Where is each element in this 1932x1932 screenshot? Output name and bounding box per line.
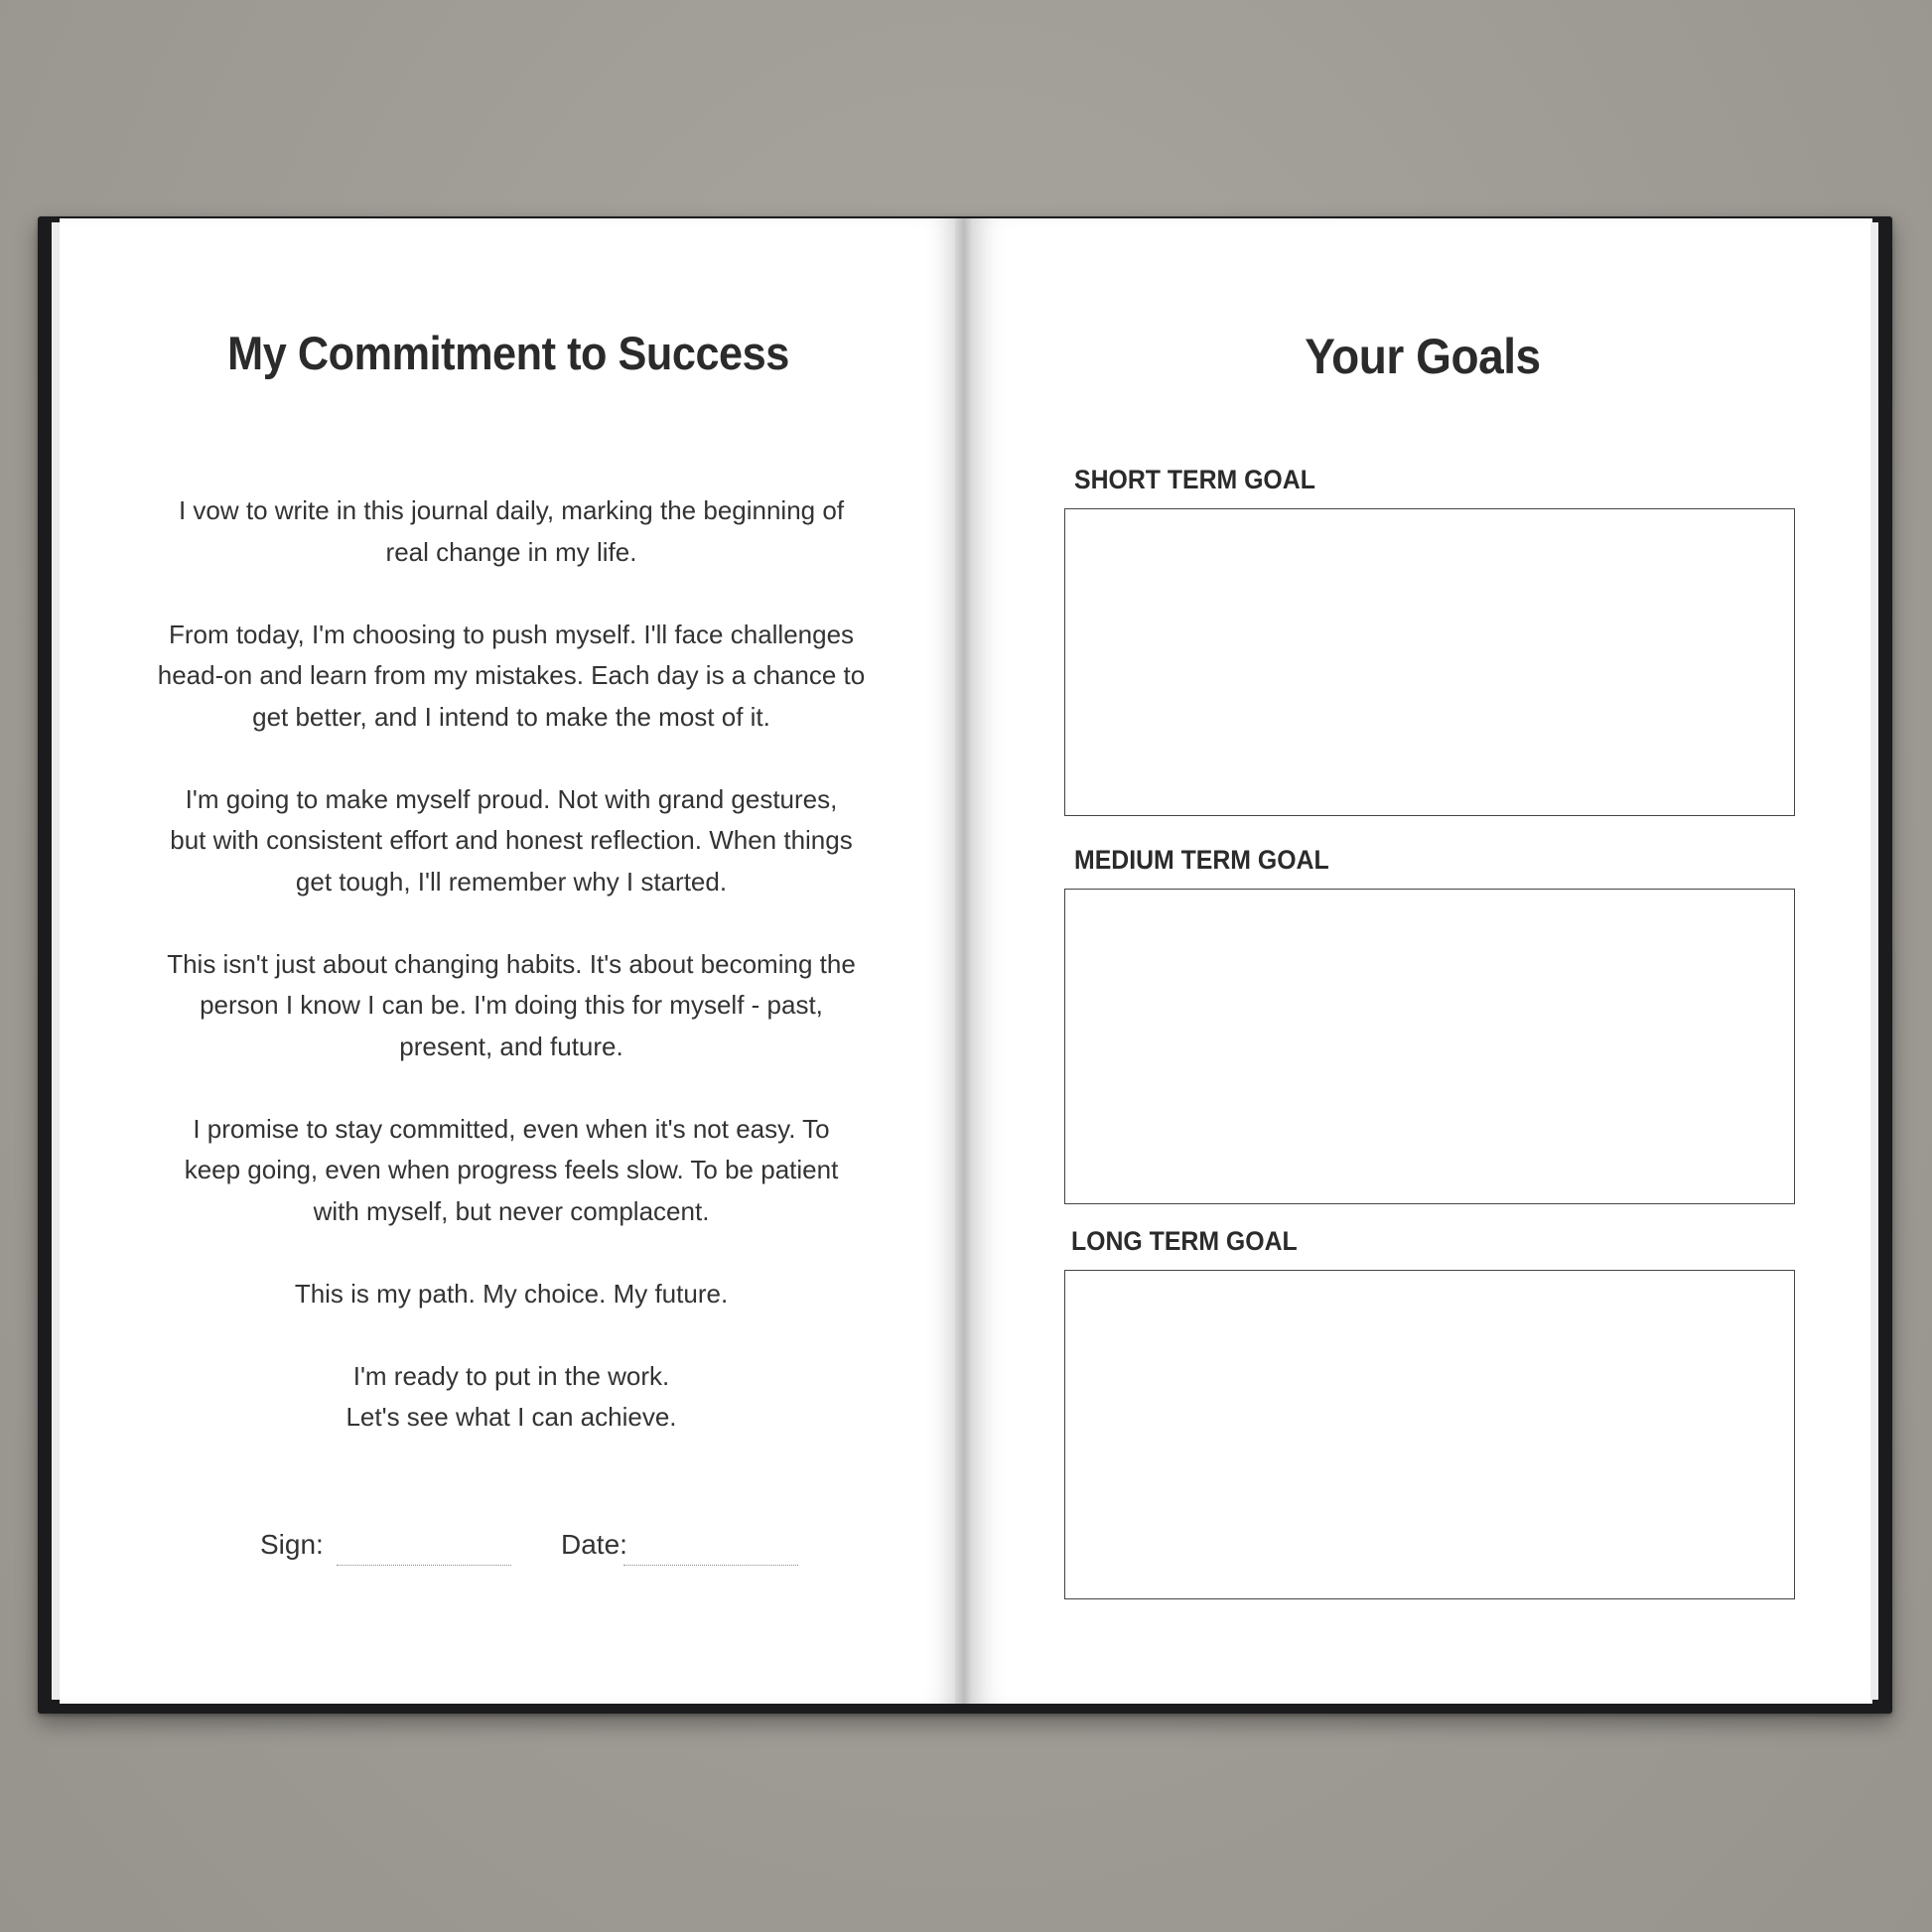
commitment-paragraph: This is my path. My choice. My future. xyxy=(294,1278,729,1309)
commitment-paragraph: I'm going to make myself proud. Not with grand gestures, but with consistent effort and honest reflection. When things get tough, I'll remember why I started. xyxy=(170,783,853,897)
commitment-paragraph: I promise to stay committed, even when it's not easy. To keep going, even when progress feels slow. To be patient with myself, but never complacent. xyxy=(184,1113,839,1226)
sign-label: Sign: xyxy=(260,1529,324,1560)
commitment-title: My Commitment to Success xyxy=(227,327,789,379)
commitment-text xyxy=(149,490,874,1479)
goals-title: Your Goals xyxy=(1305,329,1541,384)
right-page-edges xyxy=(1870,222,1878,1700)
medium-term-goal-box[interactable] xyxy=(1064,889,1795,1204)
left-page xyxy=(60,218,957,1704)
signature-row xyxy=(60,1529,957,1579)
date-label: Date: xyxy=(561,1529,627,1560)
long-term-goal-label: LONG TERM GOAL xyxy=(1071,1226,1298,1256)
long-term-goal-box[interactable] xyxy=(1064,1270,1795,1599)
sign-line[interactable] xyxy=(337,1565,511,1566)
right-page xyxy=(973,218,1872,1704)
commitment-paragraph: From today, I'm choosing to push myself. I'll face challenges head-on and learn from my mistakes. Each day is a chance to get better, and I intend to make the most of it. xyxy=(157,619,866,732)
book-gutter xyxy=(955,218,975,1704)
short-term-goal-label: SHORT TERM GOAL xyxy=(1074,465,1315,494)
commitment-paragraph: I vow to write in this journal daily, marking the beginning of real change in my life. xyxy=(178,495,845,567)
medium-term-goal-label: MEDIUM TERM GOAL xyxy=(1074,845,1329,875)
date-line[interactable] xyxy=(623,1565,798,1566)
commitment-paragraph: This isn't just about changing habits. It's about becoming the person I know I can be. I'm doing this for myself - past, present, and future. xyxy=(167,948,856,1061)
commitment-paragraph: I'm ready to put in the work. Let's see what I can achieve. xyxy=(345,1360,677,1432)
open-book xyxy=(38,216,1892,1714)
short-term-goal-box[interactable] xyxy=(1064,508,1795,816)
